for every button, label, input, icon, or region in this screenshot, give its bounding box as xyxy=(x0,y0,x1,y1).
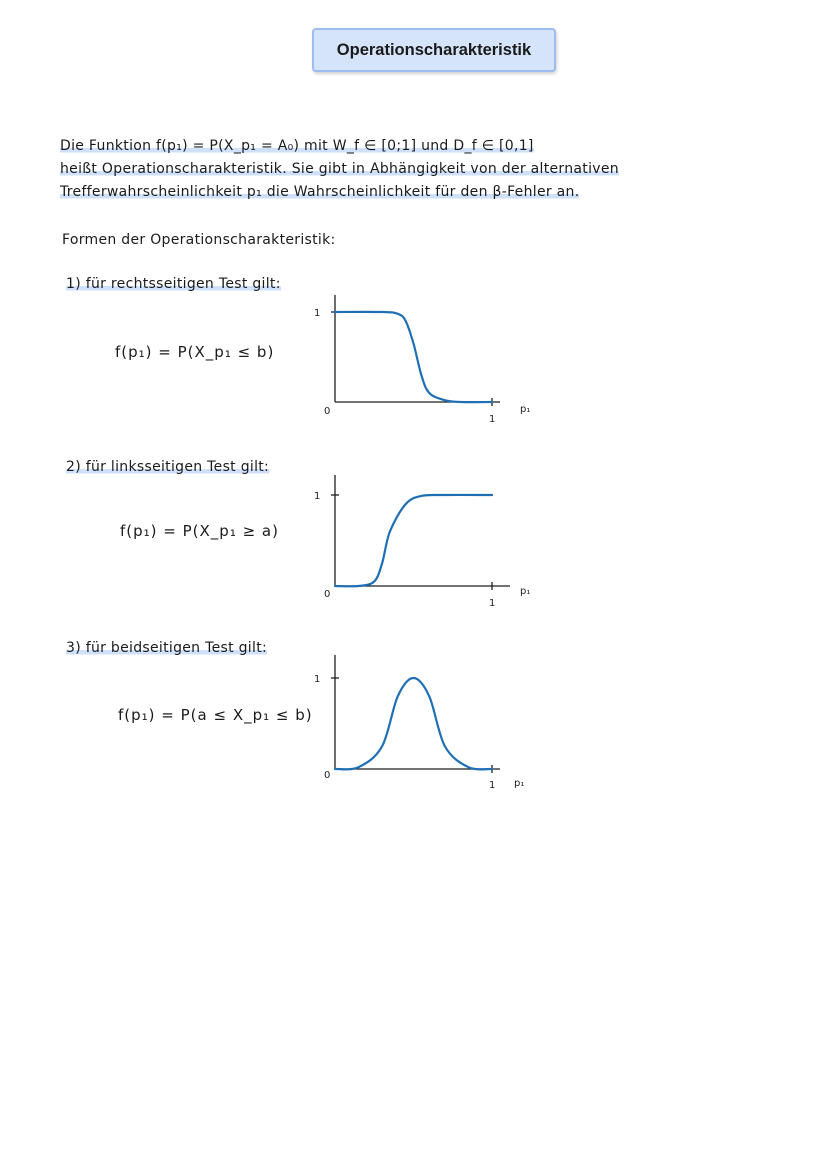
section-2-label: 2) für linksseitigen Test gilt: xyxy=(66,459,270,475)
section-3-formula: f(p₁) = P(a ≤ X_p₁ ≤ b) xyxy=(118,706,313,724)
origin-label: 0 xyxy=(324,770,331,781)
chart-beidseitig xyxy=(300,650,540,800)
x-tick-label-1: 1 xyxy=(489,598,496,609)
oc-curve xyxy=(335,312,492,402)
intro-line-3: Trefferwahrscheinlichkeit p₁ die Wahrscheinlichkeit für den β-Fehler an. xyxy=(60,184,580,200)
x-axis-label: p₁ xyxy=(514,778,525,789)
y-tick-label-1: 1 xyxy=(314,674,321,685)
x-axis-label: p₁ xyxy=(520,404,531,415)
forms-heading: Formen der Operationscharakteristik: xyxy=(62,232,336,248)
section-1-label: 1) für rechtsseitigen Test gilt: xyxy=(66,276,281,292)
y-tick-label-1: 1 xyxy=(314,308,321,319)
chart-linksseitig xyxy=(300,470,540,620)
origin-label: 0 xyxy=(324,406,331,417)
section-2-formula: f(p₁) = P(X_p₁ ≥ a) xyxy=(120,522,279,540)
oc-curve xyxy=(335,495,492,586)
x-tick-label-1: 1 xyxy=(489,780,496,791)
x-axis-label: p₁ xyxy=(520,586,531,597)
chart-rechtsseitig xyxy=(300,290,540,440)
section-1-formula: f(p₁) = P(X_p₁ ≤ b) xyxy=(115,343,275,361)
oc-curve xyxy=(335,678,492,769)
section-3-label: 3) für beidseitigen Test gilt: xyxy=(66,640,267,656)
intro-line-1: Die Funktion f(p₁) = P(X_p₁ = A₀) mit W_f ∈ [0;1] und D_f ∈ [0,1] xyxy=(60,138,534,154)
y-tick-label-1: 1 xyxy=(314,491,321,502)
title-box xyxy=(312,28,556,72)
intro-line-2: heißt Operationscharakteristik. Sie gibt in Abhängigkeit von der alternativen xyxy=(60,161,619,177)
x-tick-label-1: 1 xyxy=(489,414,496,425)
page-title: Operationscharakteristik xyxy=(336,40,532,59)
origin-label: 0 xyxy=(324,589,331,600)
